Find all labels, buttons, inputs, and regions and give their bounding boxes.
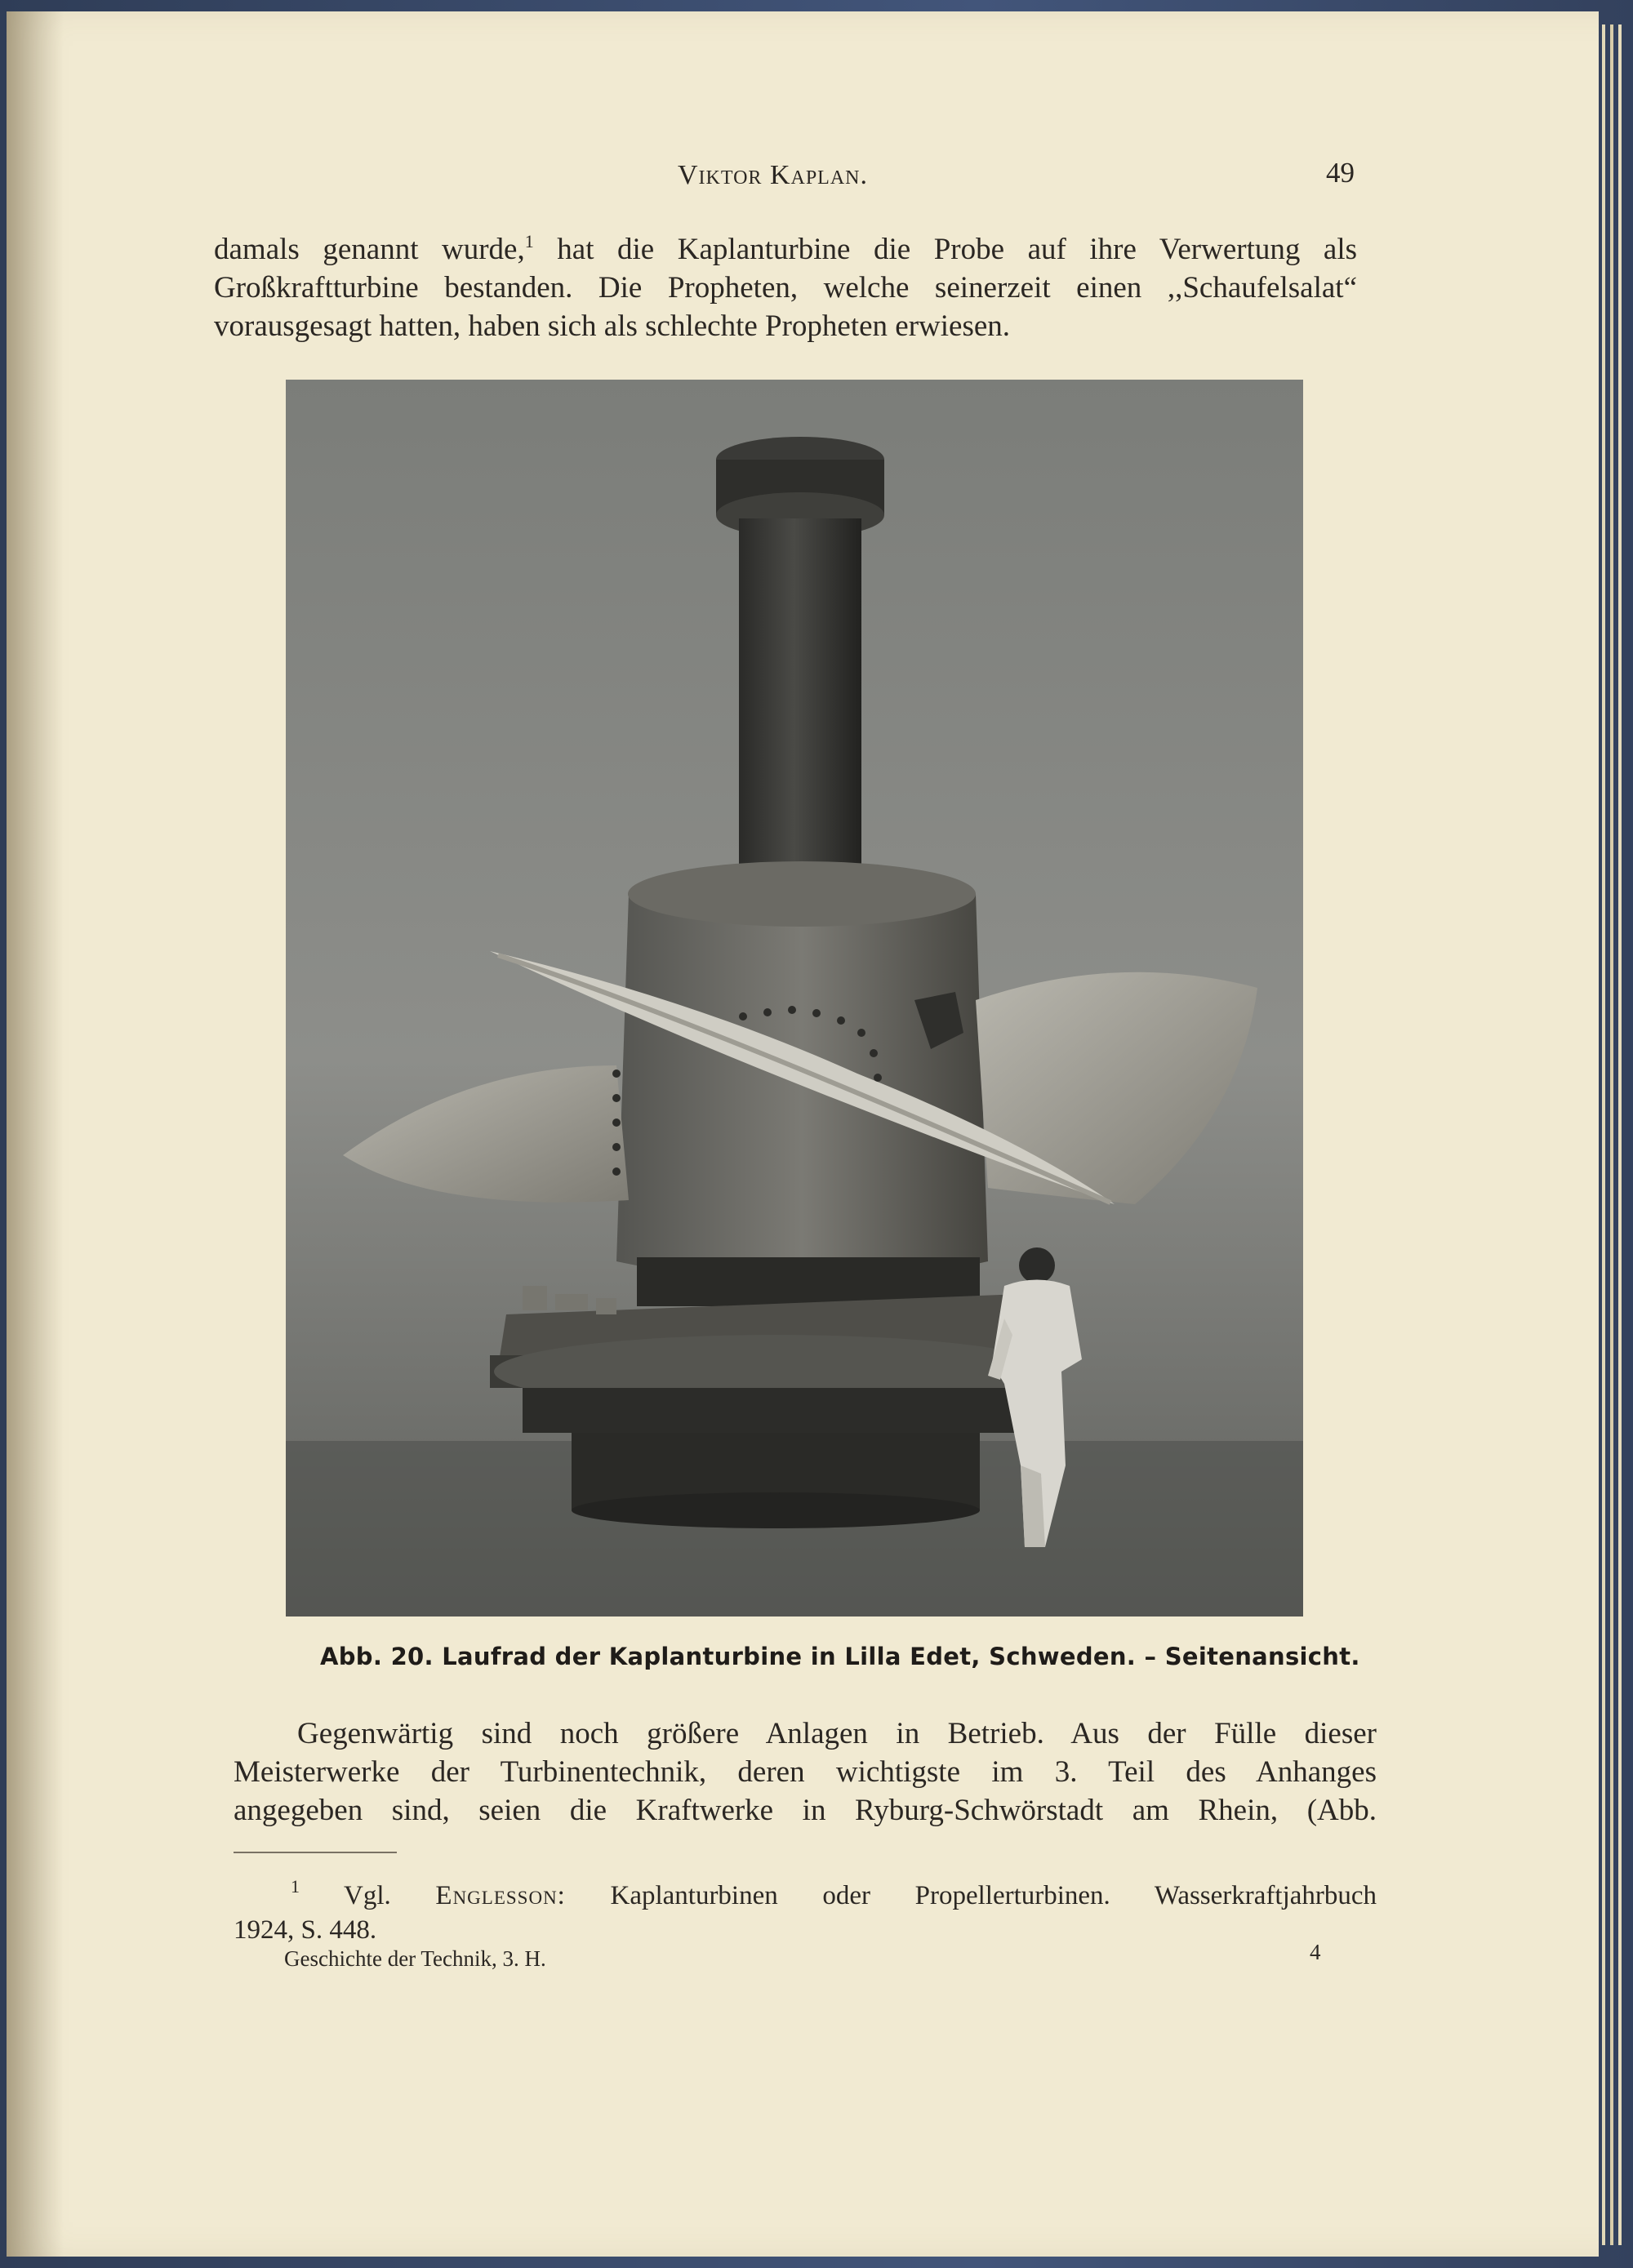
- page-edge: [1610, 24, 1613, 2245]
- text-line: Großkraftturbine bestanden. Die Propheten, welche seinerzeit einen ,,Schaufelsalat“: [214, 271, 1357, 305]
- footnote-marker: 1: [524, 231, 534, 251]
- figure-caption: Abb. 20. Laufrad der Kaplanturbine in Lilla Edet, Schweden. – Seitenansicht.: [320, 1643, 1360, 1670]
- running-title: Viktor Kaplan.: [678, 160, 869, 190]
- footnote: [234, 1870, 1377, 1947]
- text-line: Meisterwerke der Turbinentechnik, deren wichtigste im 3. Teil des Anhanges: [234, 1755, 1377, 1789]
- turbine-photograph: [286, 380, 1303, 1617]
- footnote-line: 1924, S. 448.: [234, 1915, 377, 1945]
- page-number: 49: [1326, 157, 1355, 189]
- footnote-marker: 1: [291, 1876, 300, 1897]
- page-edge: [1602, 24, 1605, 2245]
- footnote-author: Englesson:: [435, 1881, 566, 1910]
- body-paragraph: [234, 1714, 1377, 1830]
- text-line: Gegenwärtig sind noch größere Anlagen in Betrieb. Aus der Fülle dieser: [297, 1717, 1377, 1750]
- footnote-rule: [234, 1852, 397, 1853]
- text-line: damals genannt wurde,$^1$ hat die Kaplanturbine die Probe auf ihre Verwertung als: [214, 231, 1357, 266]
- signature-mark: 4: [1310, 1940, 1321, 1964]
- text-line: angegeben sind, seien die Kraftwerke in Ryburg-Schwörstadt am Rhein, (Abb.: [234, 1794, 1377, 1827]
- footnote-line: $^1$ Vgl. Englesson: Kaplanturbinen oder Propellerturbinen. Wasserkraftjahrbuch: [291, 1876, 1377, 1910]
- page-edge: [1618, 24, 1622, 2245]
- series-imprint: Geschichte der Technik, 3. H.: [284, 1946, 546, 1971]
- intro-paragraph: [214, 222, 1357, 345]
- text-line: vorausgesagt hatten, haben sich als schlechte Propheten erwiesen.: [214, 309, 1011, 343]
- gutter-shadow: [7, 11, 64, 2257]
